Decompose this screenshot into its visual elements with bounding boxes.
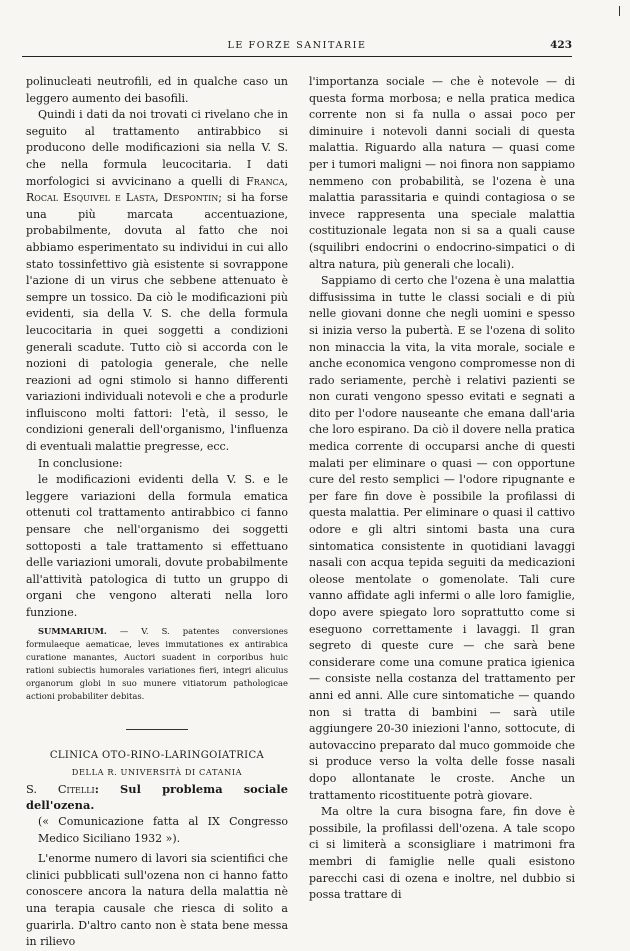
paragraph-intro: L'enorme numero di lavori sia scientifici che clinici pubblicati sull'ozena non ci hanno fatto conoscere ancora la natura della malattia nè una terapia causale che riesca di solito a guarirla. D'altro canto non è stata bene messa in rilievo [26, 852, 288, 949]
summarium-lead: SUMMARIUM. [38, 625, 107, 636]
page-number: 423 [550, 39, 572, 51]
communication-note: (« Comunicazione fatta al IX Congresso Medico Siciliano 1932 »). [38, 814, 288, 845]
summarium-text: — V. S. patentes conversiones formulaeque aematicae, leves immutationes ex antirabica curatione manantes, Auctori suadent in corporibus huic rationi subiectis humorales variationes fieri, integri alicuius organorum globi in suo munere vitiatorum pathologicae actioni probabiliter debitas. [26, 625, 288, 701]
paragraph-conclusion: le modificazioni evidenti della V. S. e le leggere variazioni della formula ematica ottenuti col trattamento antirabbico ci fanno pensare che nell'organismo dei soggetti sottoposti a tale trattamento si effettuano delle variazioni umorali, dovute probabilmente all'attività patologica di tutto un gruppo di organi che vengono alterati nella loro funzione. [26, 473, 288, 619]
summarium [26, 625, 288, 703]
conclusion-heading: In conclusione: [38, 456, 123, 470]
paragraph-prophylaxis: Ma oltre la cura bisogna fare, fin dove è possibile, la profilassi dell'ozena. A tale scopo ci si limiterà a sconsigliare i matrimoni fra membri di famiglie nelle quali esistono parecchi casi di ozena e inoltre, nel dubbio si possa trattare di [309, 805, 575, 902]
paragraph-social-importance: l'importanza sociale — che è notevole — di questa forma morbosa; e nella pratica medica corrente non si fa nulla o assai poco per diminuire i notevoli danni sociali di questa malattia. Riguardo alla natura — quasi come per i tumori maligni — noi finora non sappiamo nemmeno con probabilità, se l'ozena è una malattia parassitaria e quindi contagiosa o se invece rappresenta una speciale malattia costituzionale legata non si sa a quali cause (squilibri endocrini o endocrino-simpatici o di altra natura, più generali che locali). [309, 75, 575, 271]
running-header [22, 36, 572, 57]
section-divider [126, 729, 188, 730]
university-name: DELLA R. UNIVERSITÀ DI CATANIA [71, 767, 243, 778]
left-column [26, 74, 288, 951]
article-author: S. Citelli [26, 781, 95, 796]
paragraph-continuation: polinucleati neutrofili, ed in qualche caso un leggero aumento dei basofili. [26, 75, 288, 105]
article-heading [26, 781, 288, 814]
cited-authors: Franca, Rocal Esquivel e Lasta, Despontin [26, 174, 288, 205]
article-title: : Sul problema sociale dell'ozena. [26, 781, 288, 813]
scan-edge-mark [619, 6, 620, 16]
journal-title: LE FORZE SANITARIE [227, 40, 367, 51]
paragraph-results-start: Quindi i dati da noi trovati ci rivelano che in seguito al trattamento antirabbico si producono delle modificazioni sia nella V. S. che nella formula leucocitaria. I dati morfologici si avvicinano a quelli di [26, 108, 288, 188]
paragraph-results-end: ; si ha forse una più marcata accentuazione, probabilmente, dovuta al fatto che noi abbiamo esperimentato su individui in cui allo stato tossinfettivo già esistente si sovrappone l'azione di un virus che sebbene attenuato è sempre un tossico. Da ciò le modificazioni più evidenti, sia della V. S. che della formula leucocitaria in quei soggetti a condizioni generali scadute. Tutto ciò si accorda con le nozioni di patologia generale, che nelle reazioni ad ogni stimolo si hanno differenti variazioni individuali notevoli e che a produrle influiscono molti fattori: l'età, il sesso, le condizioni generali dell'organismo, l'influenza di eventuali malattie pregresse, ecc. [26, 191, 289, 454]
clinic-name: CLINICA OTO-RINO-LARINGOIATRICA [49, 749, 265, 761]
right-column [309, 74, 575, 904]
paragraph-results [26, 107, 288, 455]
paragraph-diffusion-and-care: Sappiamo di certo che l'ozena è una malattia diffusissima in tutte le classi sociali e di più nelle giovani donne che negli uomini e spesso si inizia verso la pubertà. E se l'ozena di solito non minaccia la vita, la vita morale, sociale e anche economica vengono compromesse non di rado seriamente, perchè i relativi pazienti se non curati vengono spesso evitati e segnati a dito per l'odore nauseante che emana dall'aria che loro espirano. Da ciò il dovere nella pratica medica corrente di occuparsi anche di questi malati per eliminare o quasi — con opportune cure del resto semplici — l'odore ripugnante e per fare fin dove è possibile la profilassi di questa malattia. Per eliminare o quasi il cattivo odore e gli altri sintomi basta una cura sintomatica consistente in quotidiani lavaggi nasali con acqua tepida seguiti da medicazioni oleose mentolate o gomenolate. Tali cure vanno affidate agli infermi o alle loro famiglie, dopo avere spiegato loro soprattutto come si eseguono correttamente i lavaggi. Il gran segreto di queste cure — che sarà bene considerare come una comune pratica igienica — consiste nella costanza del trattamento per anni ed anni. Alle cure sintomatiche — quando non si tratta di bambini — sarà utile aggiungere 20-30 iniezioni l'anno, sottocute, di autovaccino preparato dal muco gommoide che si produce verso la volta delle fosse nasali dopo allontanate le croste. Anche un trattamento ricostituente potrà giovare. [309, 274, 575, 802]
